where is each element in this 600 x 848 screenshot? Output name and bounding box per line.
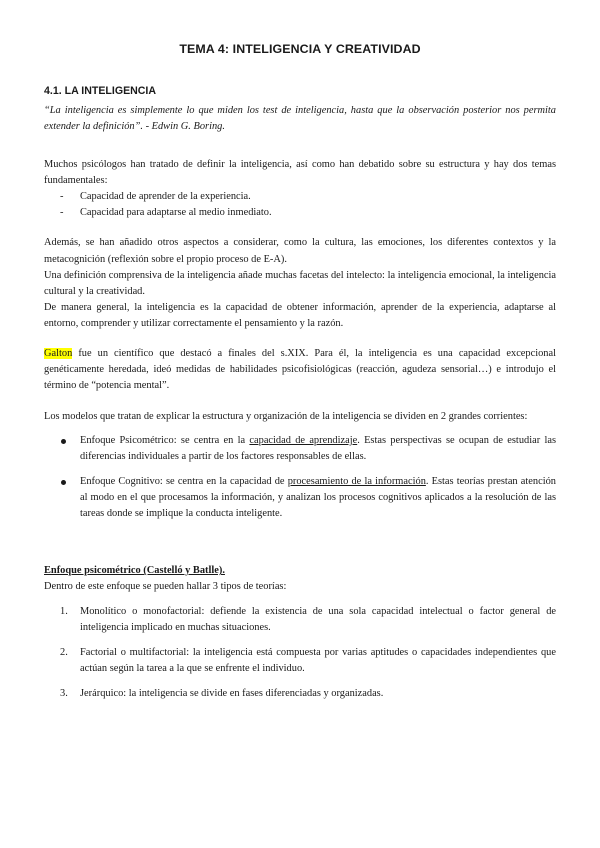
approaches-list: [44, 433, 556, 523]
underlined-term: procesamiento de la información: [287, 475, 426, 487]
intro-paragraph: Muchos psicólogos han tratado de definir la inteligencia, así como han debatido sobre su estructura y hay dos temas fundamentales:: [44, 158, 556, 186]
psychometric-intro: Dentro de este enfoque se pueden hallar 3 tipos de teorías:: [44, 581, 287, 593]
list-item: 1. Monolítico o monofactorial: defiende la existencia de una sola capacidad intelectual o factor general de inteligencia implicado en muchas situaciones.: [60, 605, 556, 633]
list-item: 2. Factorial o multifactorial: la inteligencia está compuesta por varias aptitudes o capacidades independientes que actúan según la tarea a la que se enfrente el individuo.: [60, 646, 556, 674]
list-item: Enfoque Cognitivo: se centra en la capacidad de procesamiento de la información. Estas teorías prestan atención al modo en el que procesamos la información, y analizan los procesos cognitivos aplicados a la resolución de las tareas donde se implique la conducta inteligente.: [60, 474, 556, 522]
models-intro-paragraph: Los modelos que tratan de explicar la estructura y organización de la inteligencia se dividen en 2 grandes corrientes:: [44, 410, 528, 422]
list-item: Enfoque Psicométrico: se centra en la capacidad de aprendizaje. Estas perspectivas se ocupan de estudiar las diferencias individuales a partir de los factores responsables de ellas.: [60, 433, 556, 465]
list-item: - Capacidad para adaptarse al medio inmediato.: [60, 205, 556, 221]
general-paragraph: De manera general, la inteligencia es la capacidad de obtener información, aprender de la experiencia, adaptarse al entorno, comprender y utilizar correctamente el pensamiento y la razón.: [44, 301, 556, 329]
bullet-icon: [61, 480, 66, 485]
galton-paragraph: [44, 346, 556, 394]
galton-text: fue un científico que destacó a finales del s.XIX. Para él, la inteligencia es una capacidad excepcional genéticamente heredada, ideó medidas de habilidades psicofisiológicas (reacción, agudeza sensorial…) e introdujo el término de “potencia mental”.: [44, 348, 556, 392]
document-title: TEMA 4: INTELIGENCIA Y CREATIVIDAD: [179, 42, 421, 56]
definition-paragraph: Una definición comprensiva de la inteligencia añade muchas facetas del intelecto: la inteligencia emocional, la inteligencia cultural y la creatividad.: [44, 269, 556, 297]
underlined-term: capacidad de aprendizaje: [249, 434, 358, 446]
galton-highlight: Galton: [44, 348, 73, 360]
aspects-paragraph: Además, se han añadido otros aspectos a considerar, como la cultura, las emociones, los diferentes contextos y la metacognición (reflexión sobre el propio proceso de E-A).: [44, 237, 556, 265]
psychometric-heading: Enfoque psicométrico (Castelló y Batlle).: [44, 565, 225, 577]
list-item: 3. Jerárquico: la inteligencia se divide en fases diferenciadas y organizadas.: [60, 688, 384, 699]
theories-list: [44, 604, 556, 703]
fundamental-topics-list: [44, 189, 556, 221]
quote: “La inteligencia es simplemente lo que miden los test de inteligencia, hasta que la observación posterior nos permita extender la definición”. - Edwin G. Boring.: [44, 104, 556, 132]
list-item: - Capacidad de aprender de la experiencia.: [60, 189, 556, 205]
section-heading: 4.1. LA INTELIGENCIA: [44, 85, 157, 98]
bullet-icon: [61, 439, 66, 444]
